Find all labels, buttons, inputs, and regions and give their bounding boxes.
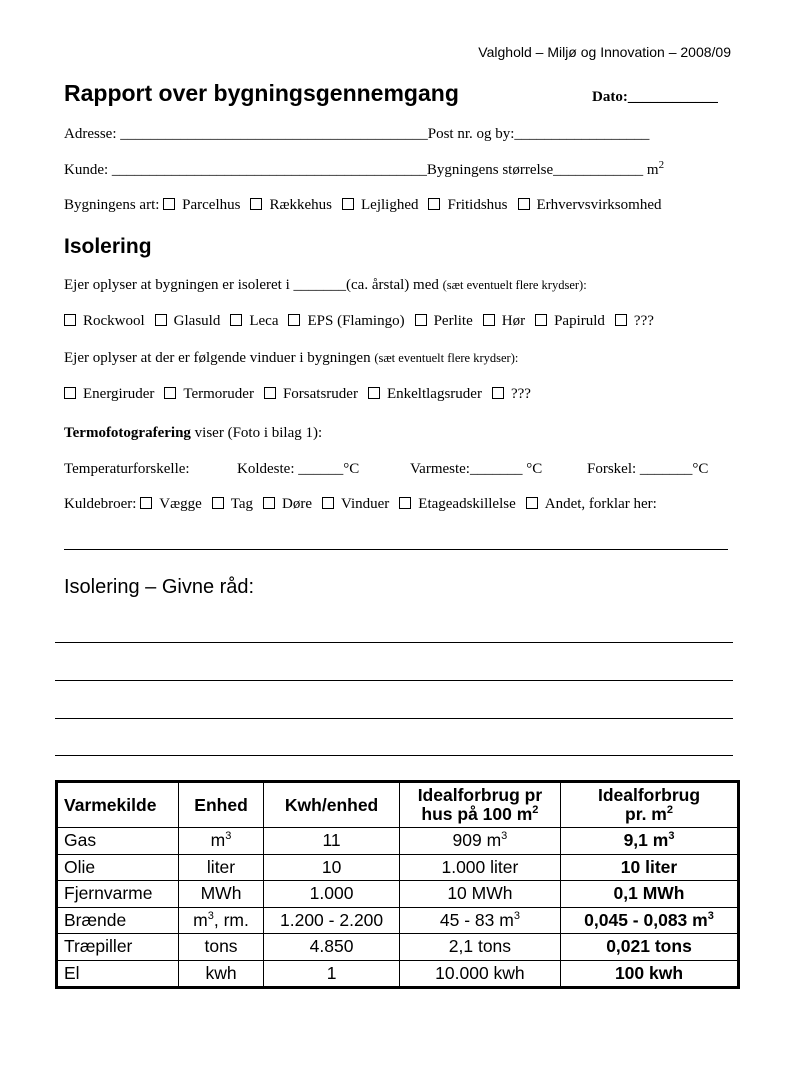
cell-ideal-hus: 909 $m^3$ <box>399 828 560 855</box>
cell-ideal-m2: 0,045 - 0,083 $m^3$ <box>561 907 739 934</box>
cell-varmekilde: El <box>57 960 179 988</box>
kuldebro-option-døre[interactable]: Døre <box>263 496 312 512</box>
bygningsart-option-parcelhus[interactable]: Parcelhus <box>163 197 240 213</box>
header-enhed: Enhed <box>178 782 264 828</box>
checkbox[interactable] <box>264 387 276 399</box>
cell-kwh: 4.850 <box>264 934 399 961</box>
checkbox[interactable] <box>526 497 538 509</box>
varmekilde-table <box>55 780 740 989</box>
kunde-field[interactable]: Kunde: __________________________________________ <box>64 162 427 178</box>
cell-enhed: $m^3$, rm. <box>178 907 264 934</box>
kuldebro-option-vægge[interactable]: Vægge <box>140 496 202 512</box>
cell-kwh: 10 <box>264 854 399 881</box>
bygningsart-option-fritidshus[interactable]: Fritidshus <box>428 197 507 213</box>
checkbox[interactable] <box>492 387 504 399</box>
cell-varmekilde: Træpiller <box>57 934 179 961</box>
checkbox[interactable] <box>399 497 411 509</box>
checkbox[interactable] <box>263 497 275 509</box>
checkbox[interactable] <box>64 387 76 399</box>
adresse-field[interactable]: Adresse: _________________________________________ <box>64 126 428 142</box>
header-kwh: Kwh/enhed <box>264 782 399 828</box>
cell-ideal-m2: 100 kwh <box>561 960 739 988</box>
bygningsart-option-rækkehus[interactable]: Rækkehus <box>250 197 332 213</box>
table-row <box>57 881 739 908</box>
cell-kwh: 1.200 - 2.200 <box>264 907 399 934</box>
checkbox[interactable] <box>415 314 427 326</box>
materials-row <box>64 313 664 330</box>
checkbox[interactable] <box>64 314 76 326</box>
cell-kwh: 1 <box>264 960 399 988</box>
cell-enhed: MWh <box>178 881 264 908</box>
table-header-row <box>57 782 739 828</box>
kuldebro-option-andet-forklar-her[interactable]: Andet, forklar her: <box>526 496 657 512</box>
table-row <box>57 828 739 855</box>
write-in-line[interactable] <box>64 549 728 550</box>
checkbox[interactable] <box>250 198 262 210</box>
cell-ideal-m2: 0,021 tons <box>561 934 739 961</box>
cell-ideal-hus: 2,1 tons <box>399 934 560 961</box>
kunde-row <box>64 159 665 179</box>
header-ideal-m2: Idealforbrug pr. $m^2$ <box>561 782 739 828</box>
table-row <box>57 907 739 934</box>
checkbox[interactable] <box>368 387 380 399</box>
header-org-line: Valghold – Miljø og Innovation – 2008/09 <box>478 44 731 60</box>
koldeste-field[interactable]: Koldeste: ______°C <box>237 461 360 477</box>
material-option-rockwool[interactable]: Rockwool <box>64 313 145 329</box>
raad-line[interactable] <box>55 718 733 719</box>
material-option-papiruld[interactable]: Papiruld <box>535 313 605 329</box>
checkbox[interactable] <box>163 198 175 210</box>
material-option-hør[interactable]: Hør <box>483 313 525 329</box>
cell-enhed: kwh <box>178 960 264 988</box>
bygningsart-option-erhvervsvirksomhed[interactable]: Erhvervsvirksomhed <box>518 197 662 213</box>
cell-enhed: $m^3$ <box>178 828 264 855</box>
material-option-leca[interactable]: Leca <box>230 313 278 329</box>
cell-enhed: liter <box>178 854 264 881</box>
header-ideal-hus: Idealforbrug pr hus på 100 $m^2$ <box>399 782 560 828</box>
dato-field[interactable]: Dato:____________ <box>592 89 718 105</box>
address-row <box>64 126 649 143</box>
temperature-label: Temperaturforskelle: <box>64 461 190 477</box>
header-varmekilde: Varmekilde <box>57 782 179 828</box>
checkbox[interactable] <box>322 497 334 509</box>
material-option-eps-flamingo[interactable]: EPS (Flamingo) <box>288 313 404 329</box>
checkbox[interactable] <box>535 314 547 326</box>
window-option-enkeltlagsruder[interactable]: Enkeltlagsruder <box>368 386 482 402</box>
raad-line[interactable] <box>55 755 733 756</box>
checkbox[interactable] <box>140 497 152 509</box>
checkbox[interactable] <box>342 198 354 210</box>
checkbox[interactable] <box>164 387 176 399</box>
windows-row <box>64 386 541 403</box>
checkbox[interactable] <box>155 314 167 326</box>
checkbox[interactable] <box>518 198 530 210</box>
raad-heading: Isolering – Givne råd: <box>64 576 255 598</box>
cell-ideal-m2: 9,1 $m^3$ <box>561 828 739 855</box>
cell-kwh: 11 <box>264 828 399 855</box>
cell-ideal-m2: 0,1 MWh <box>561 881 739 908</box>
window-option-termoruder[interactable]: Termoruder <box>164 386 254 402</box>
bygningsart-row <box>64 197 671 214</box>
raad-line[interactable] <box>55 680 733 681</box>
forskel-field[interactable]: Forskel: _______°C <box>587 461 709 477</box>
termo-line: Termofotografering viser (Foto i bilag 1): <box>64 425 323 441</box>
storrelse-field[interactable]: Bygningens størrelse____________ $m^2$ <box>426 159 665 178</box>
kuldebro-option-tag[interactable]: Tag <box>212 496 253 512</box>
cell-enhed: tons <box>178 934 264 961</box>
checkbox[interactable] <box>230 314 242 326</box>
isolering-heading: Isolering <box>64 235 152 258</box>
bygningsart-label: Bygningens art: <box>64 197 160 213</box>
kuldebro-option-etageadskillelse[interactable]: Etageadskillelse <box>399 496 515 512</box>
cell-varmekilde: Fjernvarme <box>57 881 179 908</box>
checkbox[interactable] <box>428 198 440 210</box>
cell-ideal-hus: 10 MWh <box>399 881 560 908</box>
cell-ideal-m2: 10 liter <box>561 854 739 881</box>
cell-ideal-hus: 10.000 kwh <box>399 960 560 988</box>
window-option-forsatsruder[interactable]: Forsatsruder <box>264 386 358 402</box>
cell-kwh: 1.000 <box>264 881 399 908</box>
page-title: Rapport over bygningsgennemgang <box>64 80 459 106</box>
material-option-perlite[interactable]: Perlite <box>415 313 473 329</box>
table-row <box>57 960 739 988</box>
kuldebroer-row: Kuldebroer: Vægge Tag Døre Vinduer Etageadskillelse Andet, forklar her: <box>64 496 657 512</box>
cell-varmekilde: Brænde <box>57 907 179 934</box>
cell-varmekilde: Olie <box>57 854 179 881</box>
postnr-field[interactable]: Post nr. og by:__________________ <box>427 126 650 142</box>
checkbox[interactable] <box>288 314 300 326</box>
varmeste-field[interactable]: Varmeste:_______ °C <box>410 461 543 477</box>
table-row <box>57 854 739 881</box>
isolering-question-1: Ejer oplyser at bygningen er isoleret i _______(ca. årstal) med (sæt eventuelt flere krydser): <box>64 277 587 293</box>
material-option-option[interactable]: ??? <box>615 313 654 329</box>
isolering-question-2: Ejer oplyser at der er følgende vinduer i bygningen (sæt eventuelt flere krydser): <box>64 350 519 366</box>
checkbox[interactable] <box>212 497 224 509</box>
bygningsart-option-lejlighed[interactable]: Lejlighed <box>342 197 418 213</box>
checkbox[interactable] <box>483 314 495 326</box>
raad-line[interactable] <box>55 642 733 643</box>
kuldebro-option-vinduer[interactable]: Vinduer <box>322 496 389 512</box>
table-row <box>57 934 739 961</box>
cell-varmekilde: Gas <box>57 828 179 855</box>
material-option-glasuld[interactable]: Glasuld <box>155 313 221 329</box>
cell-ideal-hus: 45 - 83 $m^3$ <box>399 907 560 934</box>
window-option-option[interactable]: ??? <box>492 386 531 402</box>
window-option-energiruder[interactable]: Energiruder <box>64 386 154 402</box>
checkbox[interactable] <box>615 314 627 326</box>
cell-ideal-hus: 1.000 liter <box>399 854 560 881</box>
